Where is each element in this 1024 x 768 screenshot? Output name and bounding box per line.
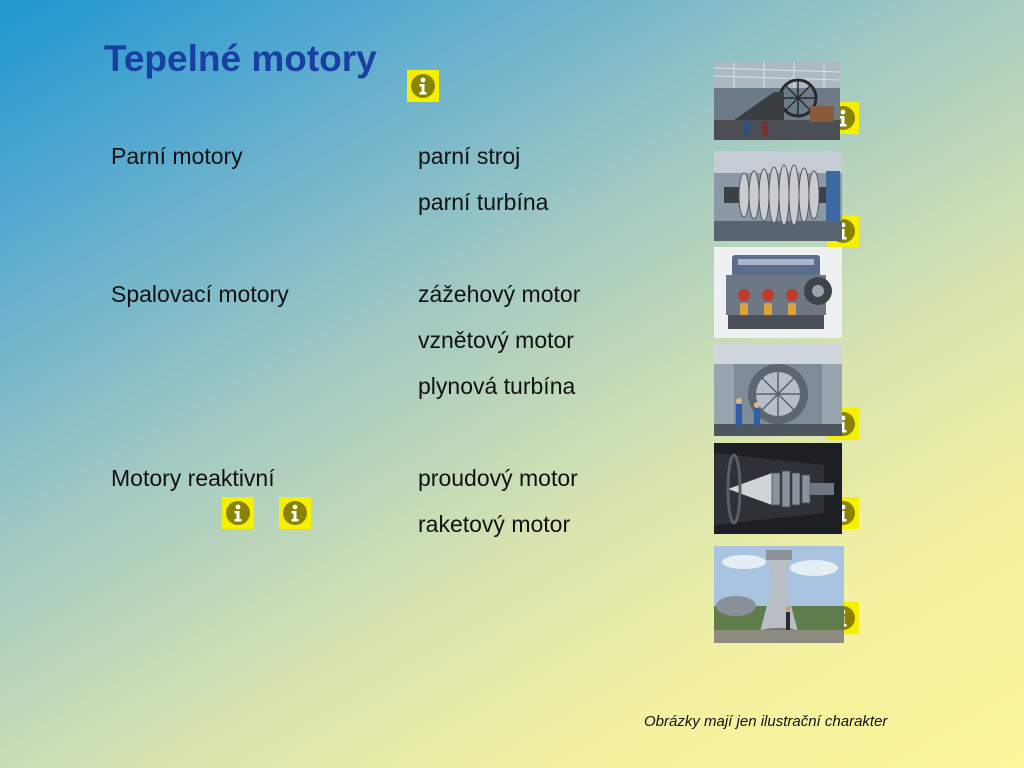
type-rocket-engine: raketový motor: [418, 511, 571, 537]
category-steam-label: Parní motory: [111, 143, 243, 169]
type-diesel: vznětový motor: [418, 327, 574, 353]
type-gas-turbine: plynová turbína: [418, 373, 576, 399]
steam-engine-photo: [714, 62, 840, 140]
jet-engine-photo: [714, 443, 842, 534]
steam-turbine-photo: [714, 151, 842, 241]
type-spark-ignition: zážehový motor: [418, 281, 581, 307]
info-button-reactive-2[interactable]: [279, 497, 311, 529]
info-icon: [225, 500, 251, 526]
info-button-reactive-1[interactable]: [222, 497, 254, 529]
illustration-footnote: Obrázky mají jen ilustrační charakter: [644, 713, 888, 730]
info-icon: [410, 73, 436, 99]
rocket-engine-photo: [714, 546, 844, 643]
combustion-engine-photo: [714, 247, 842, 338]
category-combustion-label: Spalovací motory: [111, 281, 289, 307]
slide-title: Tepelné motory: [104, 38, 377, 79]
info-button-title[interactable]: [407, 70, 439, 102]
category-reactive-label: Motory reaktivní: [111, 465, 275, 491]
info-icon: [282, 500, 308, 526]
type-jet-engine: proudový motor: [418, 465, 578, 491]
gas-turbine-photo: [714, 344, 842, 436]
type-steam-engine: parní stroj: [418, 143, 521, 169]
type-steam-turbine: parní turbína: [418, 189, 549, 215]
